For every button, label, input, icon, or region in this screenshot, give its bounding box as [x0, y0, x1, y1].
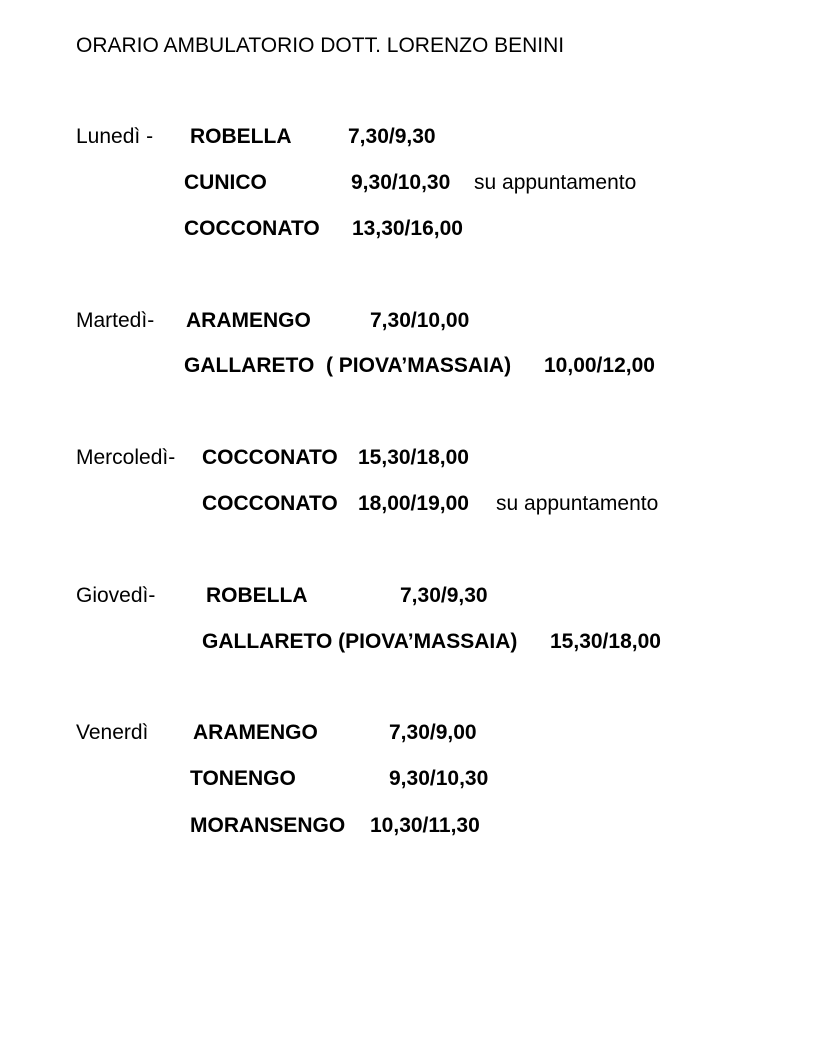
page-title: ORARIO AMBULATORIO DOTT. LORENZO BENINI — [76, 34, 565, 57]
entry-note: su appuntamento — [496, 492, 659, 515]
entry-time: 9,30/10,30 — [389, 767, 489, 790]
entry-place: ROBELLA — [206, 584, 308, 607]
entry-place: GALLARETO ( PIOVA’MASSAIA) — [184, 354, 512, 377]
entry-place: COCCONATO — [184, 217, 320, 240]
day-label-wednesday: Mercoledì- — [76, 446, 176, 469]
entry-time: 15,30/18,00 — [358, 446, 469, 469]
entry-place: ARAMENGO — [186, 309, 311, 332]
day-label-friday: Venerdì — [76, 721, 149, 744]
entry-note: su appuntamento — [474, 171, 637, 194]
entry-time: 18,00/19,00 — [358, 492, 469, 515]
entry-time: 13,30/16,00 — [352, 217, 463, 240]
entry-time: 15,30/18,00 — [550, 630, 661, 653]
entry-place: TONENGO — [190, 767, 296, 790]
entry-place: COCCONATO — [202, 492, 338, 515]
day-label-monday: Lunedì - — [76, 125, 154, 148]
entry-time: 10,30/11,30 — [370, 814, 480, 837]
entry-place: CUNICO — [184, 171, 267, 194]
entry-place: MORANSENGO — [190, 814, 346, 837]
entry-place: ROBELLA — [190, 125, 292, 148]
entry-time: 7,30/9,30 — [348, 125, 436, 148]
entry-time: 7,30/9,30 — [400, 584, 488, 607]
entry-place: GALLARETO (PIOVA’MASSAIA) — [202, 630, 518, 653]
entry-time: 10,00/12,00 — [544, 354, 655, 377]
entry-time: 7,30/10,00 — [370, 309, 470, 332]
day-label-tuesday: Martedì- — [76, 309, 155, 332]
day-label-thursday: Giovedì- — [76, 584, 156, 607]
entry-time: 9,30/10,30 — [351, 171, 451, 194]
entry-place: ARAMENGO — [193, 721, 318, 744]
entry-place: COCCONATO — [202, 446, 338, 469]
entry-time: 7,30/9,00 — [389, 721, 477, 744]
